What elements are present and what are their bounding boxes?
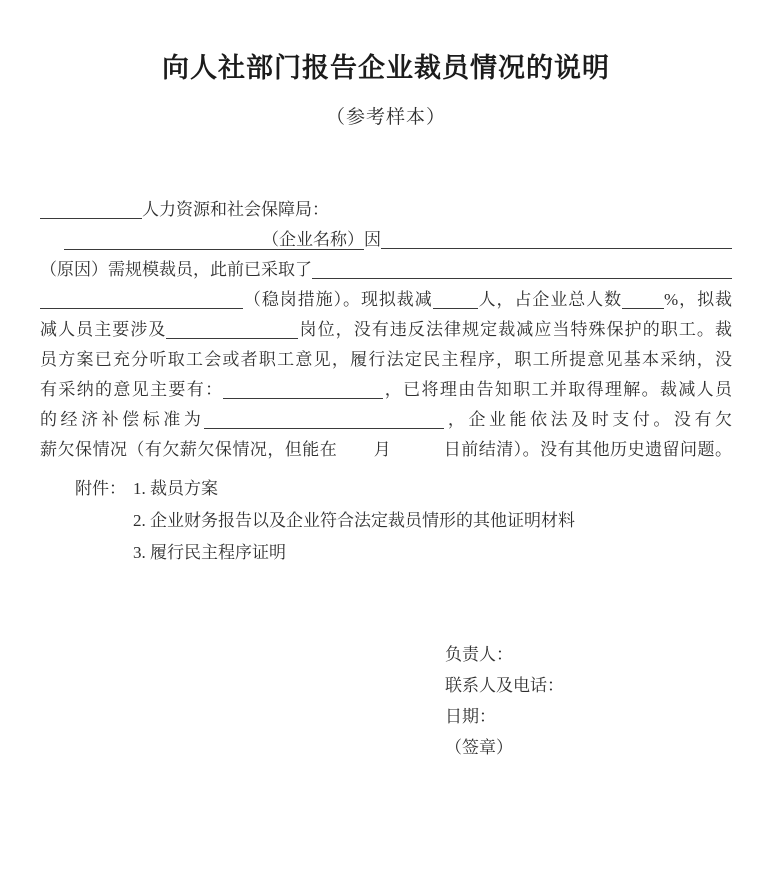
compensation-text-1: 的经济补偿标准为: [40, 410, 205, 429]
document-title: 向人社部门报告企业裁员情况的说明: [162, 53, 610, 83]
reason-text: （原因）需规模裁员，此前已采取了: [40, 260, 312, 279]
arrears-text-1: 薪欠保情况（有欠薪欠保情况，但能在: [40, 440, 338, 459]
month-gap: [337, 454, 373, 455]
signature-date-label: 日期：: [445, 707, 496, 726]
measures-text-1: （稳岗措施）。现拟裁减: [243, 290, 433, 309]
day-gap: [391, 454, 443, 455]
company-line: [40, 225, 732, 255]
salutation-text: 人力资源和社会保障局：: [142, 200, 329, 219]
document-subtitle: （参考样本）: [325, 107, 446, 128]
attachment-item-1: 1. 裁员方案: [133, 479, 218, 498]
opinions-text-1: 有采纳的意见主要有：: [40, 380, 224, 399]
measures-text-2: 人，占企业总人数: [477, 290, 623, 309]
arrears-month-text: 月: [373, 440, 392, 459]
procedure-text: 员方案已充分听取工会或者职工意见，履行法定民主程序，职工所提意见基本采纳，没: [40, 350, 732, 369]
measures-text-3: %，拟裁: [664, 290, 732, 309]
compensation-line: [40, 405, 732, 435]
signature-block: [0, 639, 772, 763]
procedure-line: [40, 345, 732, 375]
signature-responsible-label: 负责人：: [445, 645, 513, 664]
positions-text-1: 减人员主要涉及: [40, 320, 167, 339]
measures-blank-continued: [40, 299, 243, 309]
agency-name-blank: [40, 209, 142, 219]
signature-contact-label: 联系人及电话：: [445, 676, 564, 695]
percentage-blank: [622, 299, 664, 309]
measures-blank: [312, 269, 732, 279]
arrears-text-2: 日前结清）。没有其他历史遗留问题。: [443, 440, 733, 459]
attachment-item-3: 3. 履行民主程序证明: [133, 543, 286, 562]
attachment-item-2: 2. 企业财务报告以及企业符合法定裁员情形的其他证明材料: [133, 511, 575, 530]
reason-line: [40, 255, 732, 285]
opinions-text-2: ，已将理由告知职工并取得理解。裁减人员: [383, 380, 733, 399]
attachments-label: 附件：: [75, 479, 126, 498]
positions-text-2: 岗位，没有违反法律规定裁减应当特殊保护的职工。裁: [298, 320, 733, 339]
signature-seal-label: （签章）: [445, 738, 513, 757]
positions-blank: [166, 329, 298, 339]
reason-blank: [381, 239, 732, 249]
headcount-blank: [433, 299, 478, 309]
company-name-blank: （企业名称）: [64, 230, 364, 250]
paragraph-indent: [40, 244, 64, 245]
arrears-line: [40, 435, 732, 465]
measures-line: [40, 285, 732, 315]
opinions-blank: [223, 389, 383, 399]
company-after-text: 因: [364, 230, 381, 249]
salutation-line: [40, 195, 732, 225]
attachments-list: [133, 473, 772, 569]
document-body: [0, 195, 772, 465]
opinions-line: [40, 375, 732, 405]
positions-line: [40, 315, 732, 345]
attachments-section: [0, 473, 772, 569]
compensation-blank: [204, 419, 444, 429]
compensation-text-2: ，企业能依法及时支付。没有欠: [444, 410, 733, 429]
